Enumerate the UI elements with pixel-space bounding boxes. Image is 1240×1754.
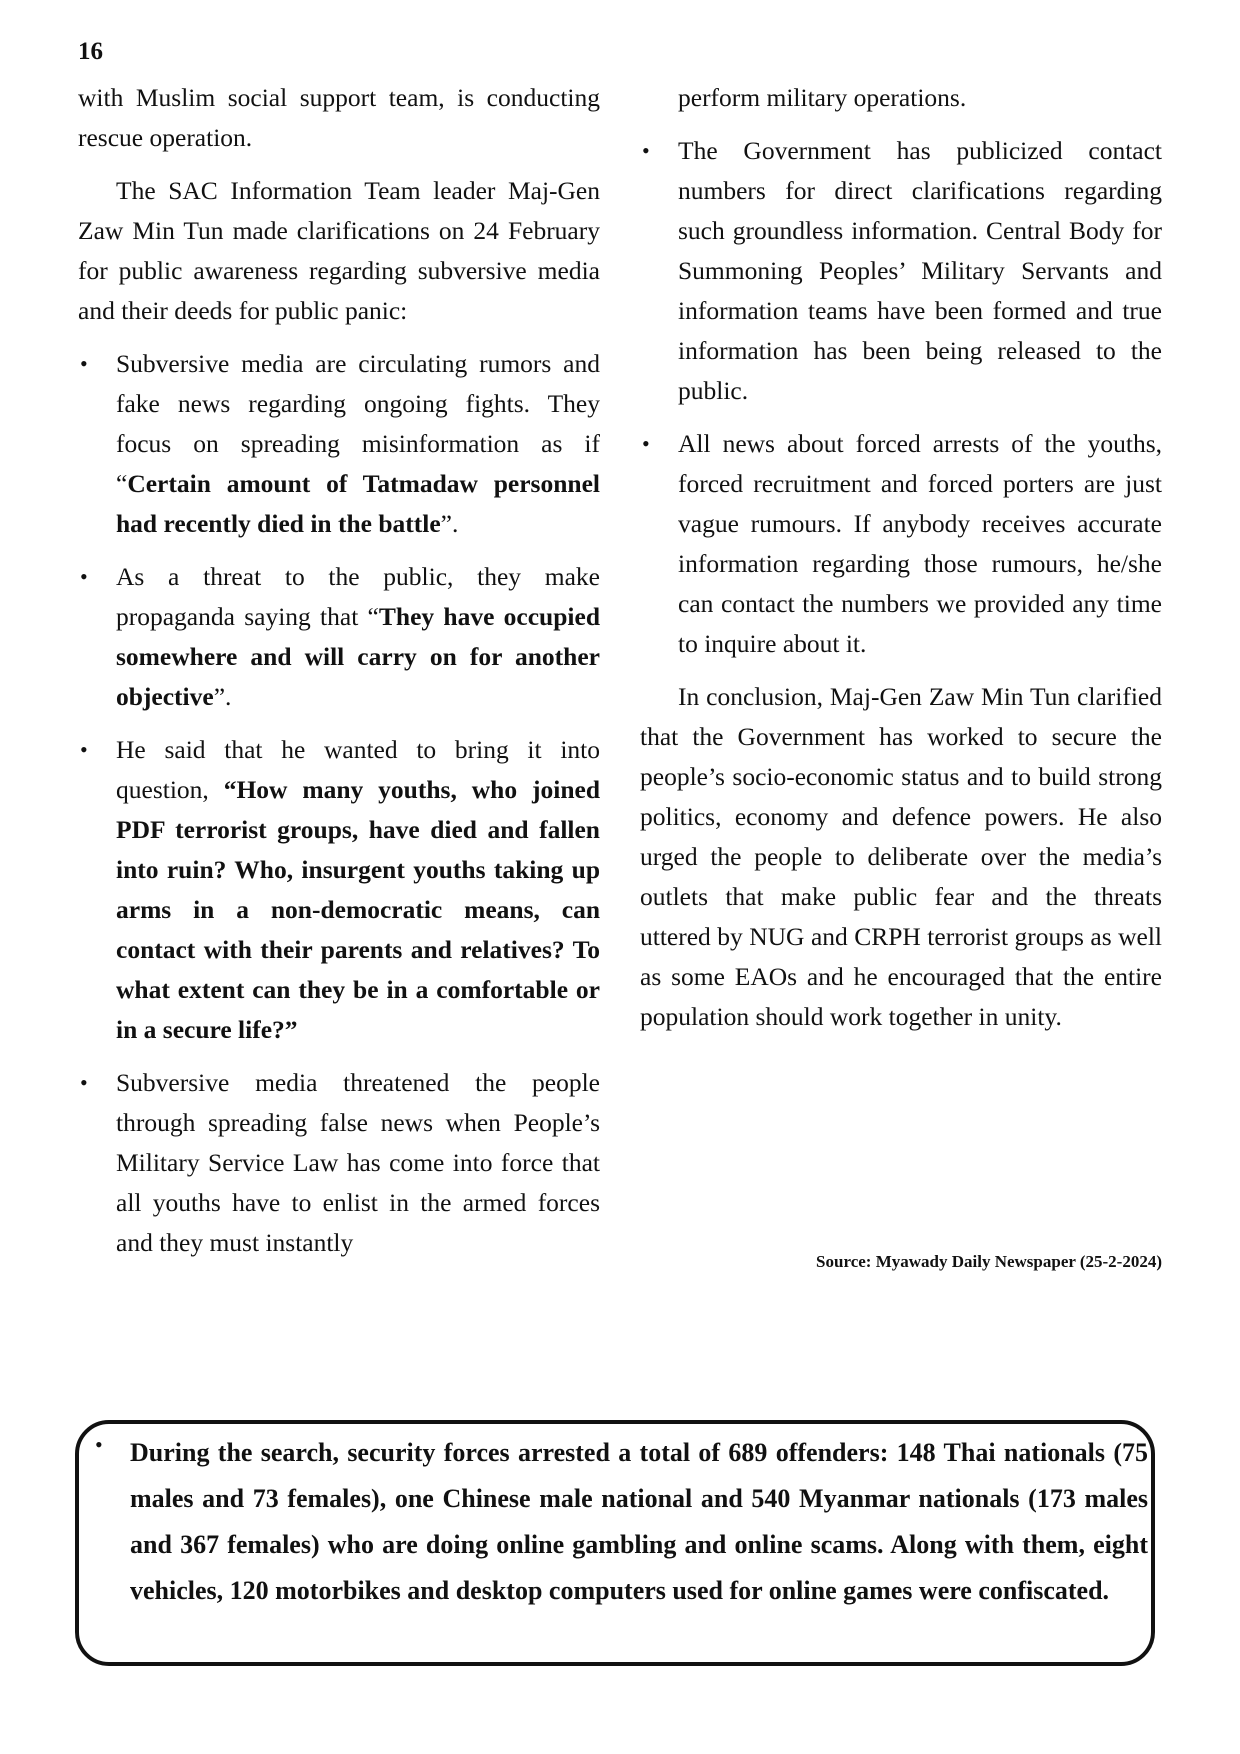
paragraph-clarifications-intro: The SAC Information Team leader Maj-Gen Zaw Min Tun made clarifications on 24 February for public awareness regarding subversive media and their deeds for public panic: <box>78 176 600 325</box>
bullet-icon: • <box>642 431 650 456</box>
bullet-icon: • <box>80 737 88 762</box>
bullet-icon: • <box>80 564 88 589</box>
bullet-text: As a threat to the public, they make propaganda saying that “ <box>116 562 600 631</box>
source-citation: Source: Myawady Daily Newspaper (25-2-2024) <box>816 1252 1162 1271</box>
paragraph-continuation: with Muslim social support team, is conducting rescue operation. <box>78 83 600 152</box>
bullet-item-false-news <box>78 1063 600 1263</box>
bullet-text: ”. <box>440 509 459 538</box>
bullet-text-bold: Certain amount of Tatmadaw personnel had recently died in the battle <box>116 469 600 538</box>
bullet-text-bold: They have occupied somewhere and will carry on for another objective <box>116 602 600 711</box>
bullet-continuation: perform military operations. <box>678 83 967 112</box>
bullet-item-threat <box>78 557 600 717</box>
bullet-icon: • <box>95 1432 103 1457</box>
bullet-item-contact-numbers <box>640 131 1162 411</box>
bullet-item-question <box>78 730 600 1050</box>
bullet-text: Subversive media threatened the people through spreading false news when People’s Military Service Law has come into force that all youths have to enlist in the armed forces and they must instantly <box>116 1068 600 1257</box>
bullet-item-vague-rumours <box>640 424 1162 664</box>
bullet-text: He said that he wanted to bring it into question, <box>116 735 600 804</box>
bullet-text: Subversive media are circulating rumors and fake news regarding ongoing fights. They focus on spreading misinformation as if “ <box>116 349 600 498</box>
left-column <box>78 78 600 1276</box>
bullet-icon: • <box>80 351 88 376</box>
bullet-list-left <box>78 344 600 1263</box>
highlight-box-text: During the search, security forces arrested a total of 689 offenders: 148 Thai nationals (75 males and 73 females), one Chinese male national and 540 Myanmar nationals (173 males and 367 females) who are doing online gambling and online scams. Along with them, eight vehicles, 120 motorbikes and desktop computers used for online games were confiscated. <box>130 1438 1148 1605</box>
bullet-icon: • <box>80 1070 88 1095</box>
bullet-item-rumors <box>78 344 600 544</box>
bullet-icon: • <box>642 138 650 163</box>
bullet-text: ”. <box>213 682 232 711</box>
right-column <box>640 78 1162 1050</box>
bullet-list-right <box>640 131 1162 664</box>
paragraph-conclusion: In conclusion, Maj-Gen Zaw Min Tun clarified that the Government has worked to secure the people’s socio-economic status and to build strong politics, economy and defence powers. He also urged the people to deliberate over the media’s outlets that make public fear and the threats uttered by NUG and CRPH terrorist groups as well as some EAOs and he encouraged that the entire population should work together in unity. <box>640 682 1162 1031</box>
page-number: 16 <box>78 38 103 65</box>
bullet-text: The Government has publicized contact numbers for direct clarifications regarding such groundless information. Central Body for Summoning Peoples’ Military Servants and information teams have been formed and true information has been being released to the public. <box>678 136 1162 405</box>
bullet-text: All news about forced arrests of the youths, forced recruitment and forced porters are just vague rumours. If anybody receives accurate information regarding those rumours, he/she can contact the numbers we provided any time to inquire about it. <box>678 429 1162 658</box>
bullet-text-bold: “How many youths, who joined PDF terrorist groups, have died and fallen into ruin? Who, insurgent youths taking up arms in a non-democratic means, can contact with their parents and relatives? To what extent can they be in a comfortable or in a secure life?” <box>116 775 600 1044</box>
